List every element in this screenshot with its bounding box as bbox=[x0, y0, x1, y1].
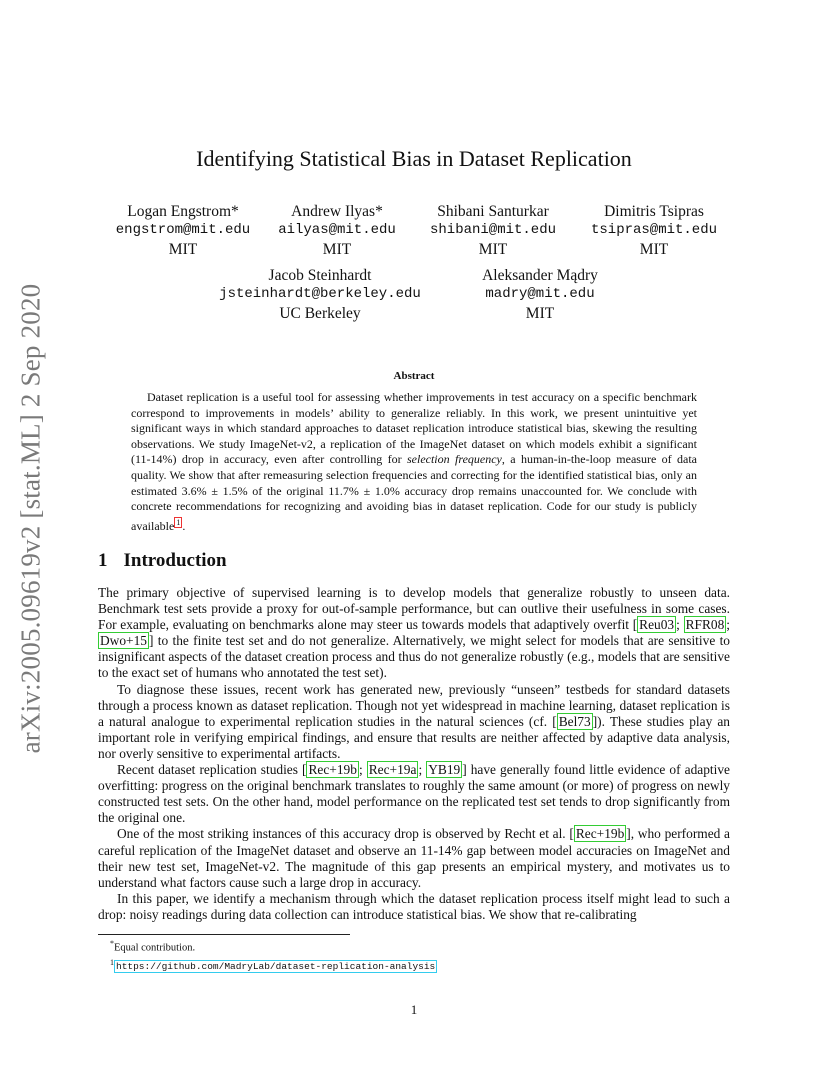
footnote-divider bbox=[98, 934, 350, 935]
author-block bbox=[575, 202, 733, 259]
citation-link[interactable]: Dwo+15 bbox=[100, 633, 147, 649]
text-run: Recent dataset replication studies [ bbox=[117, 762, 307, 778]
paragraph bbox=[98, 682, 730, 762]
text-run: ] have generally found little evidence of adaptive overfitting: progress on the original benchmark translates to roughly the same amount (or more) of progress on newly constructed test sets. On the other hand, model performance on the replicated test set tends to drop significantly from the original one. bbox=[98, 762, 730, 826]
author-email[interactable]: tsipras@mit.edu bbox=[590, 222, 718, 238]
section-number: 1 bbox=[98, 550, 108, 571]
text-run: ; bbox=[726, 617, 730, 633]
author-name: Logan Engstrom* bbox=[127, 203, 239, 220]
section-title: Introduction bbox=[123, 550, 227, 571]
author-affiliation: MIT bbox=[322, 241, 352, 258]
paragraph bbox=[98, 826, 730, 890]
paragraph bbox=[98, 762, 730, 826]
arxiv-sidebar-stamp bbox=[6, 268, 56, 768]
author-affiliation: UC Berkeley bbox=[279, 305, 361, 322]
paragraph: In this paper, we identify a mechanism through which the dataset replication process itself might lead to such a drop: noisy readings during data collection can introduce statistical bias. We show that re-calibrating bbox=[98, 890, 730, 922]
arxiv-id: arXiv:2005.09619v2 [stat.ML] 2 Sep 2020 bbox=[15, 283, 46, 753]
footnote-link[interactable]: 1 bbox=[176, 517, 181, 527]
text-run: To diagnose these issues, recent work has generated new, previously “unseen” testbeds for standard datasets through a process known as dataset replication. Though not yet widespread in machine learning, dataset replication is a natural analogue to experimental replication studies in the natural sciences (cf. [ bbox=[98, 681, 730, 729]
text-run: ; bbox=[418, 762, 427, 778]
author-affiliation: MIT bbox=[168, 241, 198, 258]
citation-link[interactable]: Reu03 bbox=[639, 617, 675, 633]
author-name: Aleksander Mądry bbox=[482, 267, 598, 284]
author-name: Dimitris Tsipras bbox=[604, 203, 704, 220]
author-block bbox=[450, 266, 630, 323]
citation-link[interactable]: Bel73 bbox=[558, 713, 591, 729]
footnote-text: Equal contribution. bbox=[114, 942, 196, 954]
paper-title: Identifying Statistical Bias in Dataset Replication bbox=[196, 146, 632, 171]
paragraph bbox=[98, 585, 730, 682]
abstract-part: . bbox=[182, 518, 186, 533]
author-affiliation: MIT bbox=[478, 241, 508, 258]
author-email[interactable]: madry@mit.edu bbox=[485, 286, 595, 302]
text-run: ; bbox=[358, 762, 367, 778]
section-heading bbox=[98, 550, 227, 572]
author-affiliation: MIT bbox=[525, 305, 555, 322]
text-run: ] to the finite test set and do not generalize. Alternatively, we might select for models that are sensitive to insignificant aspects of the dataset creation process and thus do not generalize robustly (e.g., models that are sensitive to the exact set of humans who annotated the test set). bbox=[98, 633, 730, 681]
citation-link[interactable]: Rec+19b bbox=[575, 826, 625, 842]
author-email[interactable]: ailyas@mit.edu bbox=[278, 222, 396, 238]
text-run: ], who performed a careful replication of the ImageNet dataset and observe an 11-14% gap between model accuracies on ImageNet and their new test set, ImageNet-v2. The magnitude of this gap presents an empirical mystery, and motivates us to understand what factors cause such a large drop in accuracy. bbox=[98, 826, 730, 890]
abstract-text bbox=[131, 390, 697, 534]
page-number: 1 bbox=[410, 1002, 418, 1017]
text-run: ]). These studies play an important role in verifying empirical findings, and ensure that results are neither affected by adaptive data analysis, nor overly sensitive to experimental artifacts. bbox=[98, 713, 731, 761]
author-name: Andrew Ilyas* bbox=[291, 203, 383, 220]
footnotes bbox=[110, 937, 437, 974]
footnote-mark: 1 bbox=[110, 957, 114, 967]
author-block bbox=[103, 202, 263, 259]
author-email[interactable]: engstrom@mit.edu bbox=[115, 222, 251, 238]
author-block bbox=[262, 202, 412, 259]
author-email[interactable]: jsteinhardt@berkeley.edu bbox=[219, 286, 421, 302]
author-block bbox=[418, 202, 568, 259]
abstract-heading: Abstract bbox=[393, 370, 435, 382]
citation-link[interactable]: RFR08 bbox=[685, 617, 725, 633]
citation-link[interactable]: Rec+19a bbox=[368, 762, 417, 778]
introduction-body bbox=[98, 585, 730, 923]
author-name: Jacob Steinhardt bbox=[268, 267, 372, 284]
citation-link[interactable]: Rec+19b bbox=[308, 762, 357, 778]
abstract-part: , a human-in-the-loop measure of data quality. We show that after remeasuring selection frequencies and correcting for the identified statistical bias, only an estimated 3.6% ± 1.5% of the original 11.7% ± 1.0% accuracy drop remains unaccounted for. We conclude with concrete recommendations for recognizing and avoiding bias in dataset replication. Code for our study is publicly available bbox=[131, 452, 698, 533]
text-run: One of the most striking instances of this accuracy drop is observed by Recht et al. [ bbox=[117, 826, 574, 842]
abstract-emphasis: selection frequency bbox=[406, 452, 502, 467]
footnote-url-link[interactable]: https://github.com/MadryLab/dataset-replication-analysis bbox=[116, 961, 436, 972]
author-block bbox=[210, 266, 430, 323]
text-run: The primary objective of supervised learning is to develop models that generalize robustly to unseen data. Benchmark test sets provide a proxy for out-of-sample performance, but can outlive their usefulness in some cases. For example, evaluating on benchmarks alone may steer us towards models that adaptively overfit [ bbox=[98, 585, 730, 633]
author-email[interactable]: shibani@mit.edu bbox=[429, 222, 557, 238]
footnote bbox=[110, 956, 437, 975]
footnote-mark: * bbox=[110, 939, 114, 948]
author-affiliation: MIT bbox=[639, 241, 669, 258]
author-name: Shibani Santurkar bbox=[437, 203, 549, 220]
footnote bbox=[110, 937, 437, 956]
text-run: ; bbox=[676, 617, 684, 633]
citation-link[interactable]: YB19 bbox=[428, 762, 461, 778]
abstract-part: Dataset replication is a useful tool for assessing whether improvements in test accuracy on a specific benchmark correspond to improvements in models’ ability to generalize reliably. In this work, we present unintuitive yet significant ways in which standard approaches to dataset replication introduce statistical bias, skewing the resulting observations. We study ImageNet-v2, a replication of the ImageNet dataset on which models exhibit a significant (11-14%) drop in accuracy, even after controlling for bbox=[131, 390, 697, 467]
